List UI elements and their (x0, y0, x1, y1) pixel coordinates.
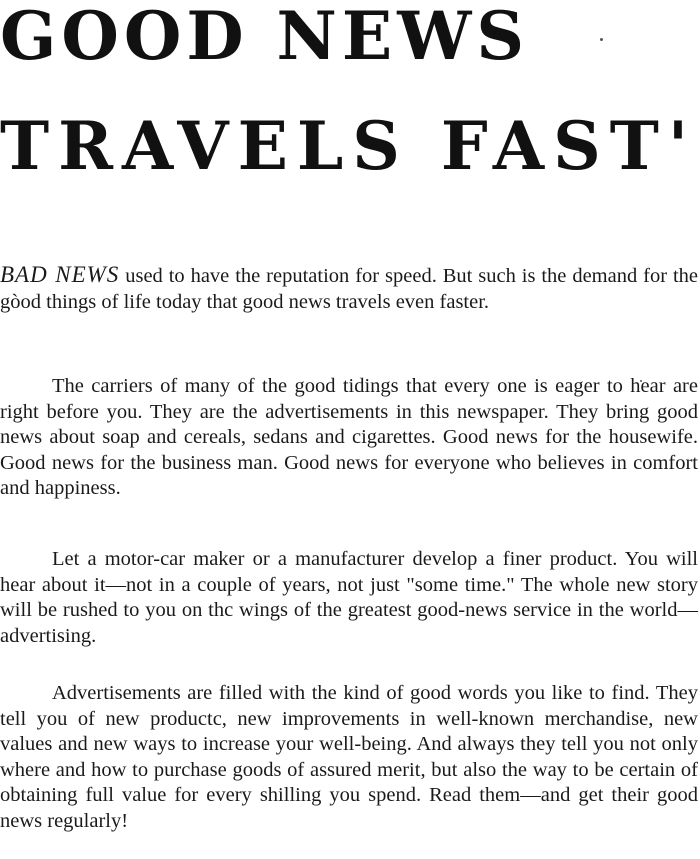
paragraph-3: Let a motor-car maker or a manufacturer develop a finer product. You will hear about it—not in a couple of years, not just "some time." The whole new story will be rushed to you on thc wings of the greatest good-news service in the world—advertising. (0, 548, 698, 647)
lead-in-text: BAD NEWS (0, 262, 120, 287)
paragraph-1-body: used to have the reputation for speed. But such is the demand for the gòod things of life today that good news travels even faster. (0, 265, 698, 313)
paragraph-2: The carriers of many of the good tidings that every one is eager to hear are right before you. They are the advertisements in this newspaper. They bring good news about soap and cereals, sedans and cigarettes. Good news for the housewife. Good news for the business man. Good news for everyone who believes in comfort and happiness. (0, 375, 698, 499)
paragraph-1 (0, 262, 698, 315)
headline-line-2: TRAVELS FAST' (0, 107, 698, 185)
print-speck (600, 38, 603, 41)
paragraph-4: Advertisements are filled with the kind of good words you like to find. They tell you of new productc, new improvements in well-known merchandise, new values and new ways to increase your well-being. And always they tell you not only where and how to purchase goods of assured merit, but also the way to be certain of obtaining full value for every shilling you spend. Read them—and get their good news regularly! (0, 682, 698, 832)
headline-line-1: GOOD NEWS (0, 0, 529, 75)
